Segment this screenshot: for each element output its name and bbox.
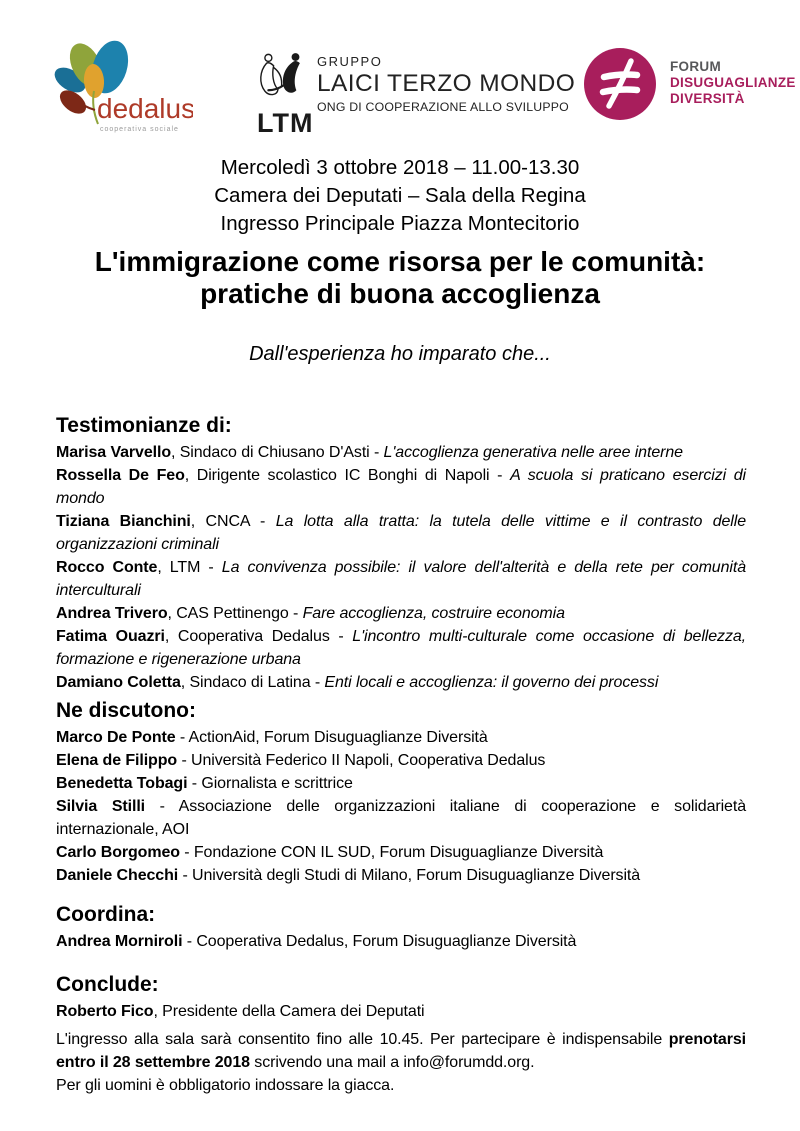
ltm-gruppo-label: GRUPPO	[317, 54, 383, 69]
event-subtitle: Dall'esperienza ho imparato che...	[249, 343, 551, 365]
discussant-affiliation: - ActionAid, Forum Disuguaglianze Diversità	[175, 729, 488, 746]
section-coordina	[56, 902, 746, 953]
section-testimonianze	[56, 413, 746, 694]
ltm-text-block	[317, 54, 575, 114]
event-title-line2: pratiche di buona accoglienza	[200, 278, 600, 309]
discussant-affiliation: - Associazione delle organizzazioni italiane di cooperazione e solidarietà internazionale, AOI	[56, 798, 747, 838]
speaker-topic: L'accoglienza generativa nelle aree interne	[383, 444, 683, 461]
footer-line2	[56, 1051, 746, 1074]
speaker-name: Damiano Coletta	[56, 674, 181, 691]
forum-text-block	[670, 59, 796, 107]
speaker-name: Fatima Ouazri	[56, 628, 165, 645]
discussant-name: Marco De Ponte	[56, 729, 176, 746]
speaker-entry	[56, 464, 746, 510]
speaker-name: Rocco Conte	[56, 559, 158, 576]
concluder-affiliation: , Presidente della Camera dei Deputati	[153, 1003, 425, 1020]
speaker-role: , CAS Pettinengo -	[167, 605, 303, 622]
speaker-topic: Enti locali e accoglienza: il governo dei processi	[324, 674, 659, 691]
concluder-name: Roberto Fico	[56, 1003, 154, 1020]
discussant-name: Carlo Borgomeo	[56, 844, 180, 861]
dedalus-logo	[53, 38, 193, 138]
discussant-name: Benedetta Tobagi	[56, 775, 188, 792]
section-heading: Conclude:	[56, 973, 159, 996]
coordinator-entry	[56, 930, 746, 953]
section-conclude	[56, 972, 746, 1023]
forum-diversita-label: DIVERSITÀ	[670, 91, 745, 106]
coordinator-name: Andrea Morniroli	[56, 933, 183, 950]
footer-bold-text: prenotarsi	[668, 1031, 746, 1048]
footer-text: scrivendo una mail a info@forumdd.org.	[249, 1054, 535, 1071]
footer-line3: Per gli uomini è obbligatorio indossare la giacca.	[56, 1077, 395, 1094]
event-entrance: Ingresso Principale Piazza Montecitorio	[220, 212, 580, 235]
ltm-name-label: LAICI TERZO MONDO	[317, 70, 576, 97]
event-venue: Camera dei Deputati – Sala della Regina	[214, 184, 586, 207]
discussant-entry	[56, 772, 746, 795]
section-discutono	[56, 698, 746, 887]
speaker-name: Tiziana Bianchini	[56, 513, 191, 530]
section-heading: Testimonianze di:	[56, 414, 232, 437]
speaker-topic: La lotta alla tratta: la tutela delle vittime e il contrasto delle organizzazioni criminali	[56, 513, 746, 553]
discussant-name: Daniele Checchi	[56, 867, 179, 884]
discussant-entry	[56, 749, 746, 772]
footer-bold-text: entro il 28 settembre 2018	[56, 1054, 250, 1071]
discussant-affiliation: - Fondazione CON IL SUD, Forum Disuguaglianze Diversità	[179, 844, 604, 861]
speaker-role: , Sindaco di Chiusano D'Asti -	[171, 444, 384, 461]
discussant-affiliation: - Giornalista e scrittrice	[187, 775, 353, 792]
speaker-entry	[56, 671, 746, 694]
discussant-entry	[56, 795, 746, 841]
discussant-name: Silvia Stilli	[56, 798, 146, 815]
footer-text: L'ingresso alla sala sarà consentito fino alle 10.45. Per partecipare è indispensabile	[56, 1031, 669, 1048]
speaker-entry	[56, 441, 746, 464]
discussant-entry	[56, 864, 746, 887]
discussant-name: Elena de Filippo	[56, 752, 178, 769]
dedalus-flower-icon	[53, 38, 193, 138]
ltm-acronym: LTM	[257, 108, 314, 138]
speaker-topic: A scuola si praticano esercizi di mondo	[56, 467, 746, 507]
event-title-line1: L'immigrazione come risorsa per le comunità:	[94, 246, 706, 277]
speaker-name: Rossella De Feo	[56, 467, 185, 484]
forum-label: FORUM	[670, 59, 721, 74]
event-title	[0, 246, 800, 310]
not-equal-icon	[584, 48, 656, 120]
speaker-topic: La convivenza possibile: il valore dell'alterità e della rete per comunità interculturali	[56, 559, 747, 599]
section-heading: Coordina:	[56, 903, 156, 926]
footer-line1	[56, 1028, 746, 1051]
speaker-role: , CNCA -	[190, 513, 276, 530]
discussant-entry	[56, 726, 746, 749]
speaker-entry	[56, 625, 746, 671]
event-info-block	[0, 154, 800, 238]
dedalus-tagline: cooperativa sociale	[100, 126, 179, 133]
forum-dd-logo	[584, 46, 796, 136]
dedalus-wordmark: dedalus	[97, 93, 193, 124]
concluder-entry	[56, 1000, 746, 1023]
coordinator-affiliation: - Cooperativa Dedalus, Forum Disuguaglianze Diversità	[182, 933, 577, 950]
discussant-affiliation: - Università degli Studi di Milano, Forum Disuguaglianze Diversità	[178, 867, 641, 884]
section-heading: Ne discutono:	[56, 699, 196, 722]
speaker-role: , Cooperativa Dedalus -	[164, 628, 353, 645]
discussant-entry	[56, 841, 746, 864]
speaker-topic: L'incontro multi-culturale come occasione di bellezza, formazione e rigenerazione urbana	[56, 628, 746, 668]
speaker-topic: Fare accoglienza, costruire economia	[302, 605, 565, 622]
speaker-role: , Sindaco di Latina -	[180, 674, 325, 691]
speaker-role: , LTM -	[157, 559, 222, 576]
discussant-affiliation: - Università Federico II Napoli, Cooperativa Dedalus	[177, 752, 546, 769]
speaker-entry	[56, 510, 746, 556]
speaker-entry	[56, 602, 746, 625]
ltm-ong-label: ONG DI COOPERAZIONE ALLO SVILUPPO	[317, 100, 569, 114]
ltm-figures-icon	[257, 50, 313, 106]
footer-note	[56, 1028, 746, 1097]
ltm-logo	[257, 50, 576, 142]
speaker-role: , Dirigente scolastico IC Bonghi di Napoli -	[184, 467, 511, 484]
speaker-entry	[56, 556, 746, 602]
event-datetime: Mercoledì 3 ottobre 2018 – 11.00-13.30	[220, 156, 580, 179]
speaker-name: Marisa Varvello	[56, 444, 172, 461]
speaker-name: Andrea Trivero	[56, 605, 168, 622]
forum-disuguaglianze-label: DISUGUAGLIANZE	[670, 75, 796, 90]
